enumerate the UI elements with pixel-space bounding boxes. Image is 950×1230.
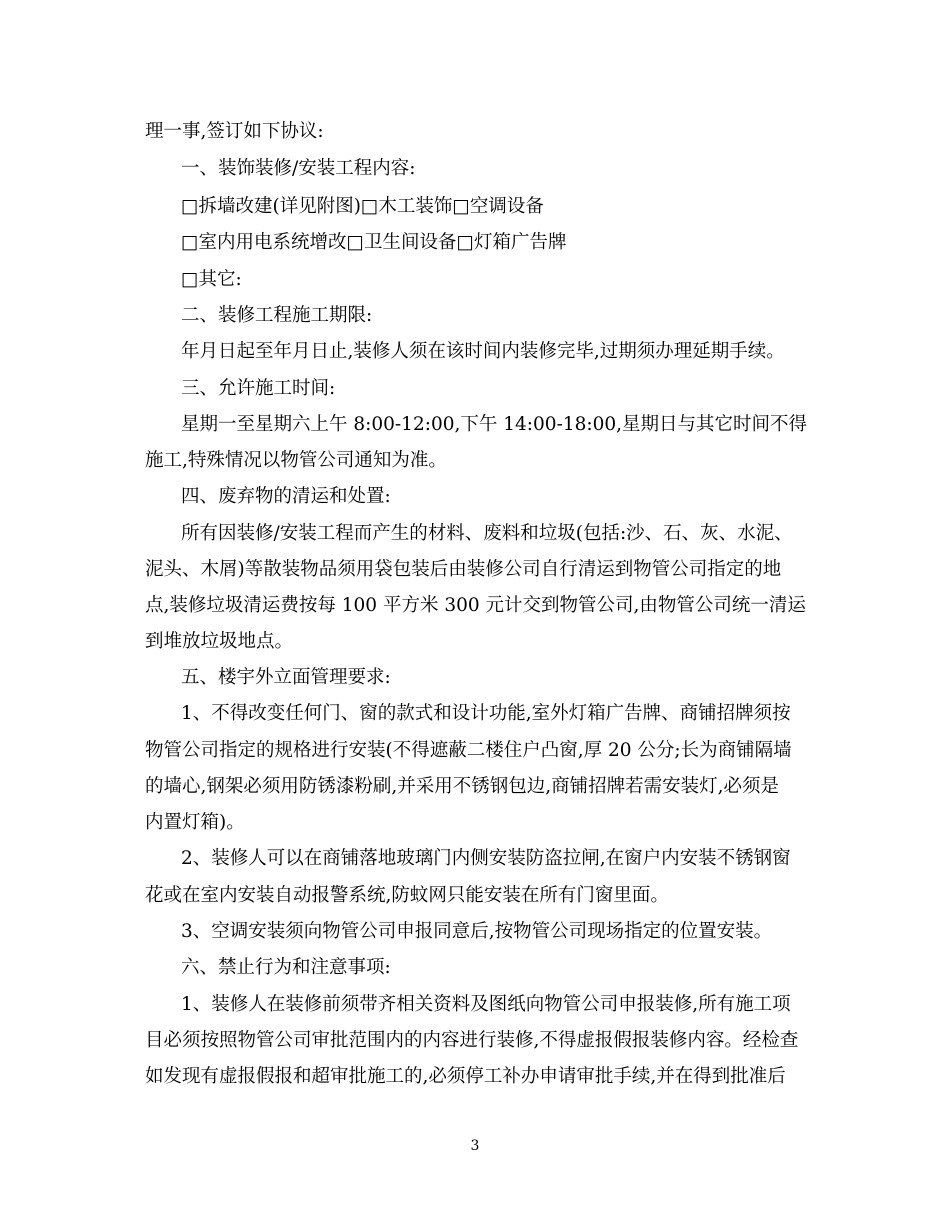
section-heading: 三、允许施工时间: bbox=[181, 378, 336, 399]
text-line: 物管公司指定的规格进行安装(不得遮蔽二楼住户凸窗,厚 20 公分;长为商铺隔墙 bbox=[145, 740, 792, 761]
text-line: 2、装修人可以在商铺落地玻璃门内侧安装防盗拉闸,在窗户内安装不锈钢窗 bbox=[181, 848, 791, 869]
text-line: 年月日起至年月日止,装修人须在该时间内装修完毕,过期须办理延期手续。 bbox=[181, 341, 785, 362]
text-line: 目必须按照物管公司审批范围内的内容进行装修,不得虚报假报装修内容。经检查 bbox=[145, 1030, 799, 1051]
text-line: 理一事,签订如下协议: bbox=[145, 121, 324, 142]
section-heading: 一、装饰装修/安装工程内容: bbox=[181, 158, 416, 179]
section-heading: 六、禁止行为和注意事项: bbox=[181, 957, 391, 978]
text-line: 花或在室内安装自动报警系统,防蚊网只能安装在所有门窗里面。 bbox=[145, 885, 669, 906]
checkbox-options-line: □室内用电系统增改□卫生间设备□灯箱广告牌 bbox=[181, 232, 567, 253]
text-line: 施工,特殊情况以物管公司通知为准。 bbox=[145, 450, 447, 471]
section-heading: 二、装修工程施工期限: bbox=[181, 305, 373, 326]
text-line: 的墙心,钢架必须用防锈漆粉刷,并采用不锈钢包边,商铺招牌若需安装灯,必须是 bbox=[145, 776, 780, 797]
text-line: 星期一至星期六上午 8:00-12:00,下午 14:00-18:00,星期日与其它时间不得 bbox=[181, 414, 808, 435]
text-line: 1、装修人在装修前须带齐相关资料及图纸向物管公司申报装修,所有施工项 bbox=[181, 994, 791, 1015]
text-line: 内置灯箱)。 bbox=[145, 812, 245, 833]
text-line: 泥头、木屑)等散装物品须用袋包装后由装修公司自行清运到物管公司指定的地 bbox=[145, 559, 782, 580]
section-heading: 四、废弃物的清运和处置: bbox=[181, 486, 391, 507]
text-line: 如发现有虚报假报和超审批施工的,必须停工补办申请审批手续,并在得到批准后 bbox=[145, 1066, 786, 1087]
text-line: 点,装修垃圾清运费按每 100 平方米 300 元计交到物管公司,由物管公司统一清运 bbox=[145, 595, 806, 616]
text-line: 3、空调安装须向物管公司申报同意后,按物管公司现场指定的位置安装。 bbox=[181, 921, 773, 942]
checkbox-options-line: □其它: bbox=[181, 269, 242, 290]
checkbox-options-line: □拆墙改建(详见附图)□木工装饰□空调设备 bbox=[181, 196, 544, 217]
text-line: 到堆放垃圾地点。 bbox=[145, 631, 294, 652]
page-number: 3 bbox=[470, 1138, 480, 1154]
text-line: 所有因装修/安装工程而产生的材料、废料和垃圾(包括:沙、石、灰、水泥、 bbox=[181, 523, 793, 544]
section-heading: 五、楼宇外立面管理要求: bbox=[181, 667, 391, 688]
text-line: 1、不得改变任何门、窗的款式和设计功能,室外灯箱广告牌、商铺招牌须按 bbox=[181, 703, 791, 724]
